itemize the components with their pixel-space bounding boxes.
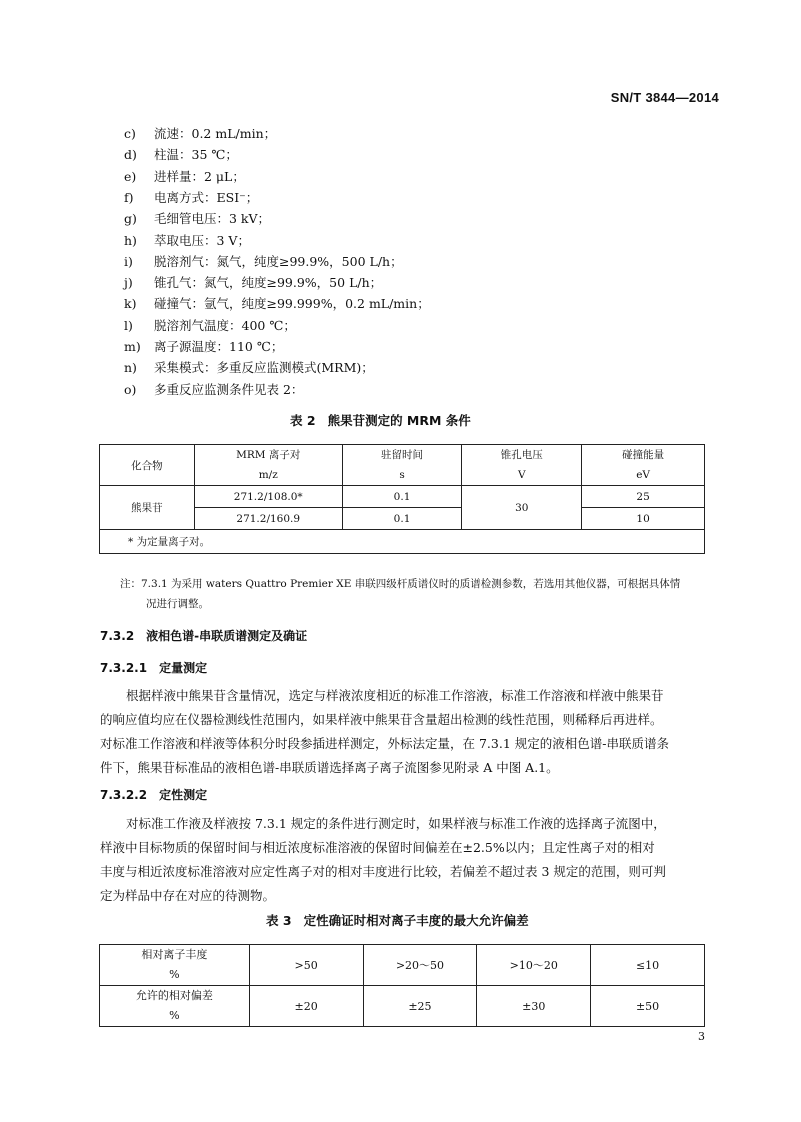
table2-mrm-1: 271.2/108.0* [194, 486, 342, 508]
condition-item [124, 209, 270, 229]
condition-text: 进样量：2 μL； [154, 168, 245, 184]
condition-label: c) [124, 126, 136, 141]
collision-unit: eV [636, 469, 650, 481]
paragraph-line: 丰度与相近浓度标准溶液对应定性离子对的相对丰度进行比较，若偏差不超过表 3 规定的范围，则可判 [100, 864, 666, 879]
condition-label: h) [124, 232, 137, 248]
table3-cell: ±20 [249, 986, 363, 1027]
table2-title: 熊果苷测定的 MRM 条件 [327, 413, 471, 428]
paragraph-line: 样液中目标物质的保留时间与相近浓度标准溶液的保留时间偏差在±2.5%以内；且定性离子对的相对 [100, 840, 655, 855]
table2-number: 表 2 [290, 413, 316, 428]
table2-caption [290, 411, 471, 429]
table2-header-cone [462, 445, 582, 486]
table3-cell: ≤10 [591, 945, 705, 986]
condition-text: 电离方式：ESI⁻； [154, 189, 259, 205]
paragraph-line: 件下，熊果苷标准品的液相色谱-串联质谱选择离子离子流图参见附录 A 中图 A.1。 [100, 760, 559, 775]
section-title: 定性测定 [159, 788, 208, 802]
condition-label: k) [124, 296, 137, 312]
table2-collision-2: 10 [582, 508, 705, 530]
condition-item [124, 316, 296, 336]
table3-number: 表 3 [266, 913, 292, 928]
condition-item [124, 145, 238, 165]
row-unit: % [169, 1009, 180, 1022]
condition-text: 毛细管电压：3 kV； [154, 211, 271, 227]
table3-title: 定性确证时相对离子丰度的最大允许偏差 [303, 913, 529, 928]
collision-label: 碰撞能量 [622, 449, 665, 461]
condition-label: d) [124, 147, 137, 163]
condition-item [124, 380, 303, 400]
condition-label: n) [124, 360, 137, 376]
condition-item [124, 273, 382, 293]
paragraph-line: 根据样液中熊果苷含量情况，选定与样液浓度相近的标准工作溶液，标准工作溶液和样液中熊果苷 [126, 688, 664, 703]
mrm-unit: m/z [258, 469, 278, 481]
condition-label: e) [124, 168, 137, 184]
condition-text: 离子源温度：110 ℃； [154, 339, 284, 354]
row-unit: % [169, 968, 180, 981]
table-row [100, 945, 705, 986]
table-row [100, 486, 705, 508]
condition-item [124, 188, 258, 208]
condition-label: m) [124, 339, 141, 354]
paragraph-line: 的响应值均应在仪器检测线性范围内，如果样液中熊果苷含量超出检测的线性范围，则稀释后再进样。 [100, 712, 663, 727]
table3-cell: >10～20 [477, 945, 591, 986]
condition-label: j) [124, 275, 133, 291]
table3-caption [266, 911, 529, 929]
mrm-label: MRM 离子对 [236, 449, 301, 461]
table2-dwell-1: 0.1 [342, 486, 462, 508]
table3-cell: ±30 [477, 986, 591, 1027]
condition-text: 碰撞气：氩气，纯度≥99.999%，0.2 mL/min； [154, 296, 430, 312]
table2-dwell-2: 0.1 [342, 508, 462, 530]
cone-unit: V [518, 469, 526, 481]
table2-compound: 熊果苷 [100, 486, 195, 530]
condition-label: f) [124, 189, 134, 205]
condition-text: 柱温：35 ℃； [154, 147, 238, 163]
paragraph-line: 对标准工作液及样液按 7.3.1 规定的条件进行测定时，如果样液与标准工作液的选择离子流图中， [126, 816, 666, 831]
condition-text: 锥孔气：氮气，纯度≥99.9%，50 L/h； [154, 275, 383, 291]
table2-mrm-2: 271.2/160.9 [194, 508, 342, 530]
note [120, 574, 680, 614]
table3-cell: ±25 [363, 986, 477, 1027]
table2-header-retention [342, 445, 462, 486]
standard-number: SN/T 3844—2014 [610, 90, 719, 105]
paragraph-qualitative [100, 812, 720, 908]
condition-label: o) [124, 381, 137, 397]
section-number: 7.3.2.2 [100, 788, 148, 802]
table2-header-mrm [194, 445, 342, 486]
table2-header-collision [582, 445, 705, 486]
section-number: 7.3.2 [100, 629, 135, 643]
cone-label: 锥孔电压 [500, 449, 543, 461]
condition-label: i) [124, 253, 133, 269]
condition-text: 采集模式：多重反应监测模式(MRM)； [154, 360, 374, 376]
condition-text: 脱溶剂气：氮气，纯度≥99.9%，500 L/h； [154, 253, 403, 269]
section-7-3-2-heading [100, 627, 307, 644]
table3 [99, 944, 705, 1027]
condition-item [124, 337, 283, 357]
condition-label: l) [124, 317, 133, 333]
table2-footnote: * 为定量离子对。 [100, 530, 705, 554]
condition-text: 流速：0.2 mL/min； [154, 126, 277, 141]
condition-item [124, 124, 276, 144]
table2 [99, 444, 705, 554]
paragraph-quantitative [100, 684, 720, 780]
table2-header-compound: 化合物 [100, 445, 195, 486]
section-7-3-2-1-heading [100, 659, 207, 676]
table3-cell: >50 [249, 945, 363, 986]
table2-collision-1: 25 [582, 486, 705, 508]
table3-cell: ±50 [591, 986, 705, 1027]
section-title: 定量测定 [159, 661, 208, 675]
condition-item [124, 358, 374, 378]
table2-cone-voltage: 30 [462, 486, 582, 530]
condition-label: g) [124, 211, 137, 227]
paragraph-line: 对标准工作溶液和样液等体积分时段参插进样测定，外标法定量，在 7.3.1 规定的液相色谱-串联质谱条 [100, 736, 669, 751]
condition-item [124, 294, 430, 314]
section-title: 液相色谱-串联质谱测定及确证 [146, 629, 308, 643]
condition-item [124, 252, 403, 272]
table2-footnote-row [100, 530, 705, 554]
condition-text: 萃取电压：3 V； [154, 232, 250, 248]
note-line-2: 况进行调整。 [146, 598, 209, 610]
paragraph-line: 定为样品中存在对应的待测物。 [100, 888, 276, 903]
table-row [100, 986, 705, 1027]
condition-item [124, 231, 250, 251]
table3-row2-label [100, 986, 250, 1027]
table3-row1-label [100, 945, 250, 986]
row-label: 相对离子丰度 [141, 948, 208, 961]
table3-cell: >20～50 [363, 945, 477, 986]
condition-text: 多重反应监测条件见表 2： [154, 381, 304, 397]
page-number: 3 [698, 1030, 705, 1043]
section-7-3-2-2-heading [100, 786, 207, 803]
condition-text: 脱溶剂气温度：400 ℃； [154, 317, 296, 333]
note-line-1: 注：7.3.1 为采用 waters Quattro Premier XE 串联四级杆质谱仪时的质谱检测参数，若选用其他仪器，可根据具体情 [120, 578, 681, 590]
retention-label: 驻留时间 [381, 449, 424, 461]
retention-unit: s [399, 469, 405, 481]
condition-item [124, 167, 245, 187]
row-label: 允许的相对偏差 [135, 989, 213, 1002]
section-number: 7.3.2.1 [100, 661, 148, 675]
table2-header-row [100, 445, 705, 486]
